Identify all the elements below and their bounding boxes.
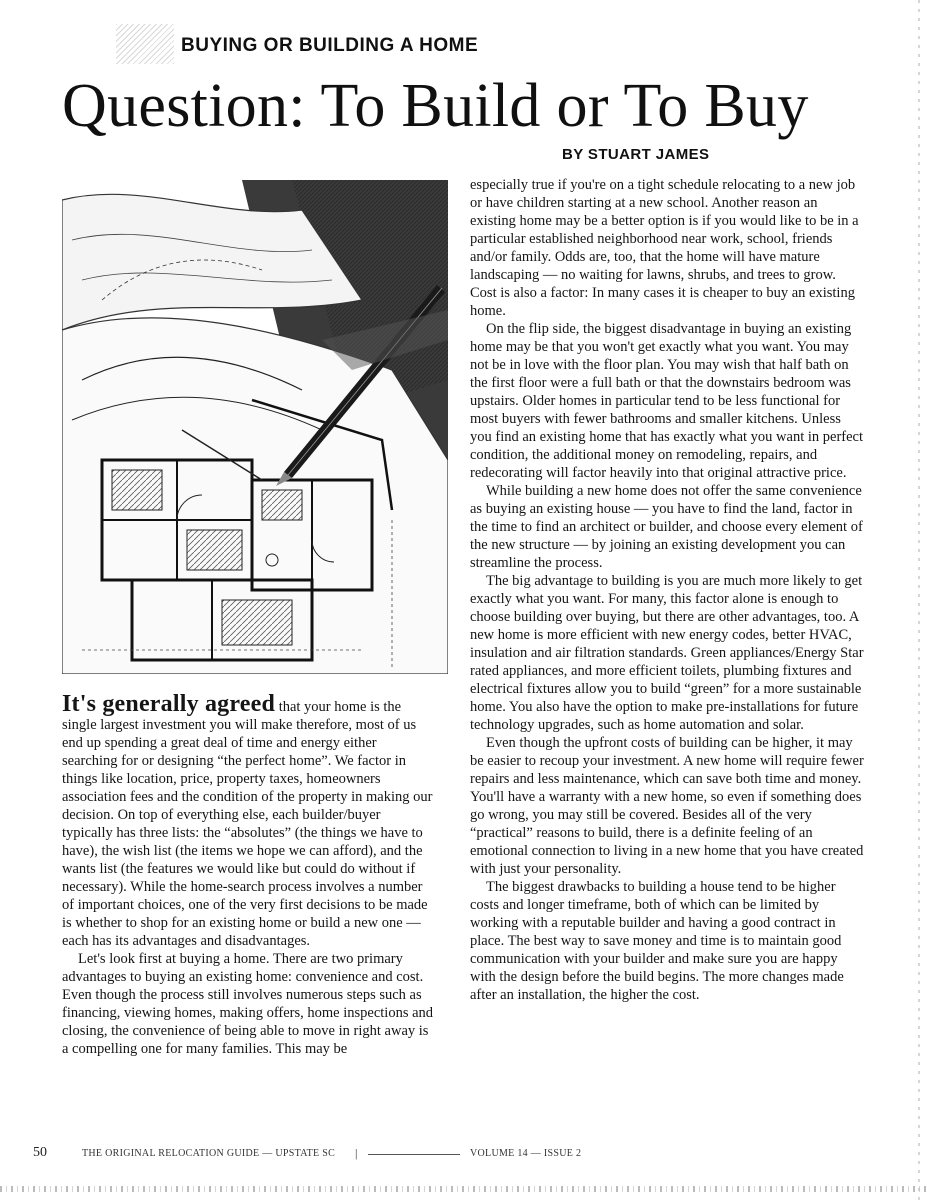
paragraph: On the flip side, the biggest disadvantage in buying an existing home may be that you won't get exactly what you want. You may not be in love with the floor plan. You may wish that half bath on the first floor were a full bath or that the downstairs bedroom was upstairs. Older homes in particular tend to be less functional for most buyers with fewer bathrooms and smaller kitchens. Unless you find an existing home that has exactly what you want in perfect condition, the additional money on remodeling, repairs, and redecorating will factor heavily into that original attractive price. [470,321,864,481]
left-column [62,691,434,1058]
paragraph-text: that your home is the single largest investment you will make therefore, most of us end up spending a great deal of time and energy either searching for or designing “the perfect home”. We factor in things like location, price, property taxes, homeowners association fees and the condition of the property in making our decision. On top of everything else, each builder/buyer typically has three lists: the “absolutes” (the things we have to have), the wish list (the items we hope we can afford), and the wants list (the features we would like but could do without if necessary). While the home-search process involves a number of important choices, one of the very first decisions to be made is whether to shop for an existing home or build a new one — each has its advantages and disadvantages. [62,699,433,949]
blueprint-and-pencil-icon [62,180,448,674]
scan-edge [918,0,920,1200]
scan-edge [0,1186,927,1192]
footer-separator: | [355,1146,358,1160]
page-number: 50 [33,1145,47,1160]
kicker-graphic [116,24,174,64]
paragraph: The big advantage to building is you are much more likely to get exactly what you want. For many, this factor alone is enough to choose building over buying, but there are other advantages, too. A new home is more efficient with new energy codes, better HVAC, insulation and air filtration standards. Green appliances/Energy Star rated appliances, and more efficient toilets, plumbing fixtures and electrical fixtures allow you to build “green” for a more sustainable home. You also have the option to make pre-installations for future technology upgrades, such as home automation and solar. [470,573,864,733]
paragraph [62,691,434,950]
section-kicker: BUYING OR BUILDING A HOME [181,35,479,56]
paragraph: Let's look first at buying a home. There are two primary advantages to buying an existing home: convenience and cost. Even though the process still involves numerous steps such as financing, viewing homes, making offers, home inspections and closing, the convenience of being able to move in right away is a compelling one for many families. This may be [62,951,434,1057]
byline: BY STUART JAMES [562,146,710,163]
article-title: Question: To Build or To Buy [62,72,809,140]
lead-in: It's generally agreed [62,691,276,717]
publication-name: THE ORIGINAL RELOCATION GUIDE — UPSTATE SC [82,1148,336,1159]
issue-label: VOLUME 14 — ISSUE 2 [470,1148,582,1159]
footer-rule [368,1154,460,1155]
paragraph: Even though the upfront costs of building can be higher, it may be easier to recoup your investment. A new home will require fewer repairs and less maintenance, which can save both time and money. You'll have a warranty with a new home, so even if something does go wrong, you may still be covered. Besides all of the very “practical” reasons to build, there is a definite feeling of an emotional connection to living in a new home that you have created with just your personality. [470,735,864,877]
blueprint-photo [62,180,448,674]
paragraph: The biggest drawbacks to building a house tend to be higher costs and longer timeframe, both of which can be limited by working with a reputable builder and having a good contract in place. The best way to save money and time is to maintain good communication with your builder and make sure you are happy with the design before the build begins. The more changes made after an installation, the higher the cost. [470,879,844,1003]
paragraph: especially true if you're on a tight schedule relocating to a new job or have children starting at a new school. Another reason an existing home may be a better option is if you would like to be in a particular established neighborhood near work, school, friends and/or family. Odds are, too, that the home will have mature landscaping — no waiting for lawns, shrubs, and trees to grow. Cost is also a factor: In many cases it is cheaper to buy an existing home. [470,177,859,319]
right-column [470,176,866,1004]
paragraph: While building a new home does not offer the same convenience as buying an existing house — you have to find the land, factor in the time to find an architect or builder, and choose every element of the new structure — by joining an existing development you can streamline the process. [470,483,863,571]
page-footer [0,1146,927,1166]
